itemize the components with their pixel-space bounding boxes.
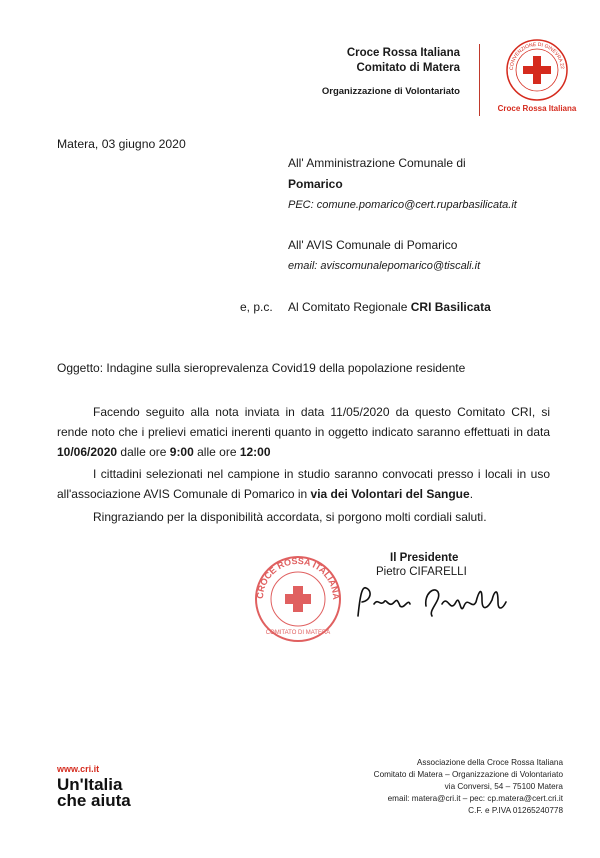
org-header (347, 46, 460, 76)
footer-address-block (374, 757, 563, 817)
footer-info-line5: C.F. e P.IVA 01265240778 (468, 806, 563, 815)
org-type: Organizzazione di Volontariato (321, 86, 460, 97)
red-cross-logo-icon (505, 38, 569, 102)
header-divider (479, 44, 480, 116)
para2-bold: via dei Volontari del Sangue (310, 487, 470, 501)
recipient1-pec: PEC: comune.pomarico@cert.ruparbasilicata.it (288, 199, 517, 211)
slogan-line1: Un'Italia (57, 775, 123, 794)
para1-mid: dalle ore (117, 445, 170, 459)
para2-text: I cittadini selezionati nel campione in studio saranno convocati presso i locali in uso all'associazione AVIS Comunale di Pomarico in (57, 467, 550, 501)
svg-text:CROCE ROSSA ITALIANA: CROCE ROSSA ITALIANA (254, 555, 342, 601)
recipient2-email: email: aviscomunalepomarico@tiscali.it (288, 260, 481, 272)
footer-info-line4: email: matera@cri.it – pec: cp.matera@cert.cri.it (387, 794, 563, 803)
para1-text: Facendo seguito alla nota inviata in data 11/05/2020 da questo Comitato CRI, si rende noto che i prelievi ematici inerenti quanto in oggetto indicato saranno effettuati in data (57, 405, 550, 439)
paragraph-2 (57, 464, 550, 504)
paragraph-3: Ringraziando per la disponibilità accordata, si porgono molti cordiali saluti. (93, 510, 487, 524)
recipient1-line2: Pomarico (288, 177, 343, 191)
svg-text:CONVENZIONE DI GINEVRA 22 AGOS: CONVENZIONE DI GINEVRA 22 (508, 41, 565, 71)
para1-time1: 9:00 (169, 445, 194, 459)
org-committee: Comitato di Matera (356, 62, 460, 74)
footer-slogan (57, 777, 131, 809)
footer-website-link[interactable]: www.cri.it (57, 764, 100, 774)
handwritten-signature (352, 576, 522, 626)
para2-end: . (469, 487, 474, 501)
slogan-line2: che aiuta (57, 791, 131, 810)
committee-stamp-icon (253, 554, 343, 644)
signer-name: Pietro CIFARELLI (376, 566, 467, 578)
letter-date: Matera, 03 giugno 2020 (57, 137, 186, 151)
para1-date: 10/06/2020 (57, 445, 118, 459)
footer-info-line1: Associazione della Croce Rossa Italiana (416, 758, 563, 767)
recipient2-line1: All' AVIS Comunale di Pomarico (288, 238, 458, 252)
org-name: Croce Rossa Italiana (346, 47, 460, 59)
footer-info-line3: via Conversi, 54 – 75100 Matera (444, 782, 563, 791)
signer-title: Il Presidente (390, 552, 459, 564)
cc-recipient-prefix: Al Comitato Regionale (288, 300, 411, 314)
paragraph-1 (57, 402, 550, 462)
para1-mid2: alle ore (193, 445, 240, 459)
letter-subject: Oggetto: Indagine sulla sieroprevalenza Covid19 della popolazione residente (57, 361, 466, 375)
logo-caption: Croce Rossa Italiana (497, 104, 577, 113)
footer-info-line2: Comitato di Matera – Organizzazione di Volontariato (373, 770, 563, 779)
recipient1-line1: All' Amministrazione Comunale di (288, 156, 466, 170)
cc-label: e, p.c. (240, 300, 273, 314)
para1-time2: 12:00 (239, 445, 271, 459)
svg-text:COMITATO DI MATERA: COMITATO DI MATERA (265, 630, 331, 636)
cc-recipient (288, 300, 491, 314)
cc-recipient-bold: CRI Basilicata (410, 300, 491, 314)
